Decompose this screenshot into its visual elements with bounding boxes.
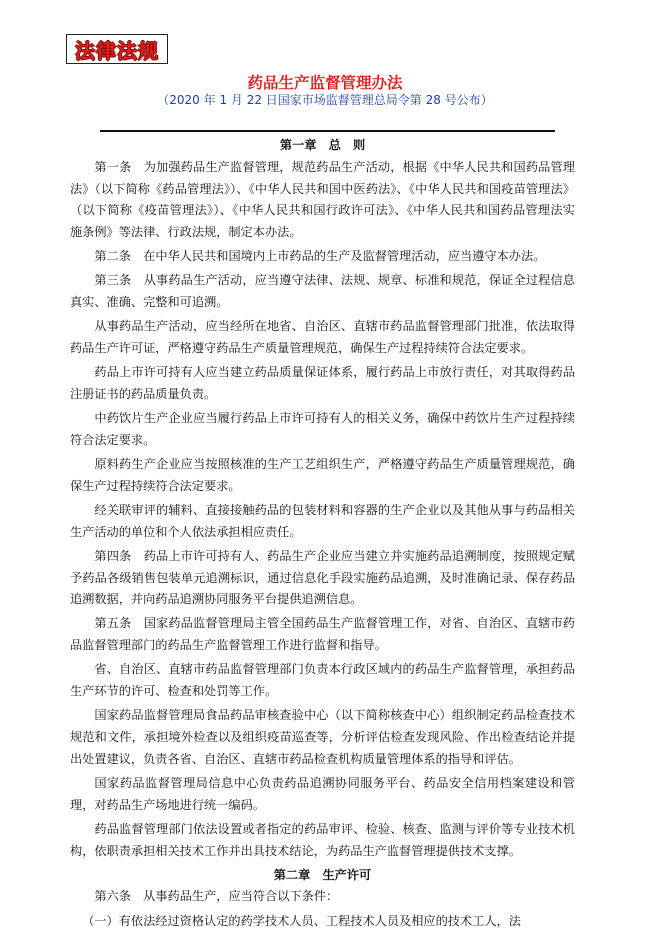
article-paragraph: 国家药品监督管理局食品药品审核查验中心（以下简称核查中心）组织制定药品检查技术规范和文件，承担境外检查以及组织疫苗巡查等，分析评估检查发现风险、作出检查结论并提出处置建议，负责各省、自治区、直辖市药品检查机构质量管理体系的指导和评估。 [70,708,575,766]
document-subtitle: （2020 年 1 月 22 日国家市场监督管理总局令第 28 号公布） [157,93,493,107]
list-item: （一）有依法经过资格认定的药学技术人员、工程技术人员及相应的技术工人，法 [82,913,521,928]
article-paragraph: 从事药品生产活动，应当经所在地省、自治区、直辖市药品监督管理部门批准，依法取得药品生产许可证，严格遵守药品生产质量管理规范，确保生产过程持续符合法定要求。 [70,319,575,356]
article-paragraph: 省、自治区、直辖市药品监督管理部门负责本行政区域内的药品生产监督管理，承担药品生产环节的许可、检查和处罚等工作。 [70,662,575,699]
article-paragraph: 药品上市许可持有人应当建立药品质量保证体系，履行药品上市放行责任，对其取得药品注册证书的药品质量负责。 [70,365,575,401]
article-paragraph: 国家药品监督管理局信息中心负责药品追溯协同服务平台、药品安全信用档案建设和管理，对药品生产场地进行统一编码。 [70,775,575,812]
document-title: 药品生产监督管理办法 [247,74,403,92]
category-badge [66,34,168,64]
article-paragraph: 第一条 为加强药品生产监督管理，规范药品生产活动，根据《中华人民共和国药品管理法》（以下简称《药品管理法》）、《中华人民共和国中医药法》、《中华人民共和国疫苗管理法》（以下简称《疫苗管理法》）、《中华人民共和国行政许可法》、《中华人民共和国药品管理法实施条例》等法律、行政法规，制定本办法。 [70,159,575,240]
title-divider [100,130,555,132]
article-paragraph: 中药饮片生产企业应当履行药品上市许可持有人的相关义务，确保中药饮片生产过程持续符合法定要求。 [70,411,575,447]
article-paragraph: 第三条 从事药品生产活动，应当遵守法律、法规、规章、标准和规范，保证全过程信息真实、准确、完整和可追溯。 [70,273,575,310]
article-paragraph: 第二条 在中华人民共和国境内上市药品的生产及监督管理活动，应当遵守本办法。 [94,249,546,264]
article-paragraph: 第六条 从事药品生产，应当符合以下条件： [94,889,339,904]
document-body [70,135,575,935]
article-paragraph: 经关联审评的辅料、直接接触药品的包装材料和容器的生产企业以及其他从事与药品相关生产活动的单位和个人依法承担相应责任。 [70,502,575,539]
article-paragraph: 第五条 国家药品监督管理局主管全国药品生产监督管理工作，对省、自治区、直辖市药品监督管理部门的药品生产监督管理工作进行监督和指导。 [70,616,575,653]
chapter-heading: 第一章 总 则 [279,138,366,152]
article-paragraph: 第四条 药品上市许可持有人、药品生产企业应当建立并实施药品追溯制度，按照规定赋予药品各级销售包装单元追溯标识，通过信息化手段实施药品追溯，及时准确记录、保存药品追溯数据，并向药品追溯协同服务平台提供追溯信息。 [70,548,575,607]
article-paragraph: 药品监督管理部门依法设置或者指定的药品审评、检验、核查、监测与评价等专业技术机构，依职责承担相关技术工作并出具技术结论，为药品生产监督管理提供技术支撑。 [70,821,575,858]
category-badge-label: 法律法规 [75,38,159,63]
article-paragraph: 原料药生产企业应当按照核准的生产工艺组织生产，严格遵守药品生产质量管理规范，确保生产过程持续符合法定要求。 [70,456,575,493]
condition-list [70,911,575,933]
chapter-heading: 第二章 生产许可 [273,867,372,882]
